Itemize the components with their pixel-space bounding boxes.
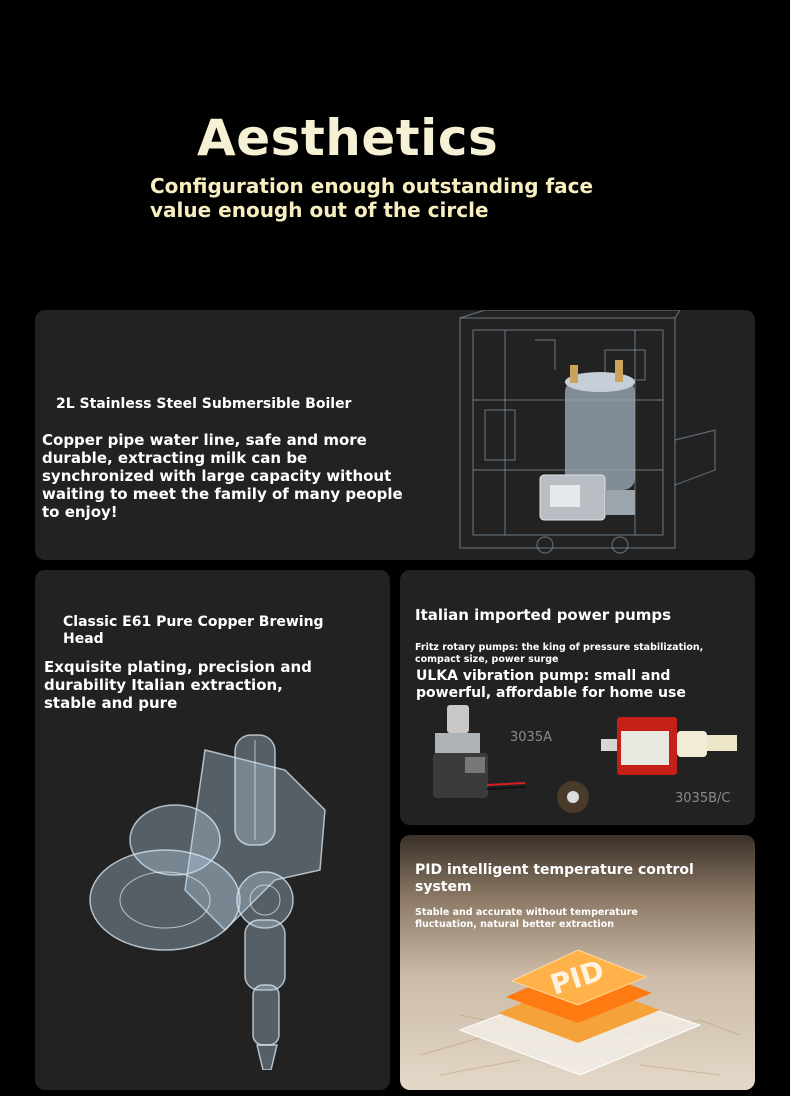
boiler-description: Copper pipe water line, safe and more durable, extracting milk can be synchronized with large capacity without waiting to meet the family of many people to enjoy! [42, 431, 403, 521]
boiler-heading: 2L Stainless Steel Submersible Boiler [56, 396, 352, 412]
boiler-card [35, 310, 755, 560]
pumps-note: Fritz rotary pumps: the king of pressure stabilization, compact size, power surge [415, 642, 704, 665]
brew-head-heading: Classic E61 Pure Copper Brewing Head [63, 614, 324, 647]
pump-model-a: 3035A [510, 730, 552, 745]
page-title: Aesthetics [197, 109, 499, 167]
brew-head-card [35, 570, 390, 1090]
pid-note: Stable and accurate without temperature fluctuation, natural better extraction [415, 907, 638, 930]
brew-head-image [85, 730, 345, 1070]
pumps-description: ULKA vibration pump: small and powerful, affordable for home use [416, 668, 686, 701]
pid-chip-image [400, 925, 755, 1090]
pumps-card [400, 570, 755, 825]
page-subtitle: Configuration enough outstanding face value enough out of the circle [150, 174, 594, 222]
brew-head-description: Exquisite plating, precision and durability Italian extraction, stable and pure [44, 658, 312, 712]
pumps-heading: Italian imported power pumps [415, 606, 672, 624]
boiler-cutaway-image [445, 310, 755, 560]
pump-model-bc: 3035B/C [675, 791, 731, 806]
pid-card [400, 835, 755, 1090]
pid-chip-label: PID [546, 953, 609, 1002]
pid-heading: PID intelligent temperature control system [415, 862, 694, 895]
